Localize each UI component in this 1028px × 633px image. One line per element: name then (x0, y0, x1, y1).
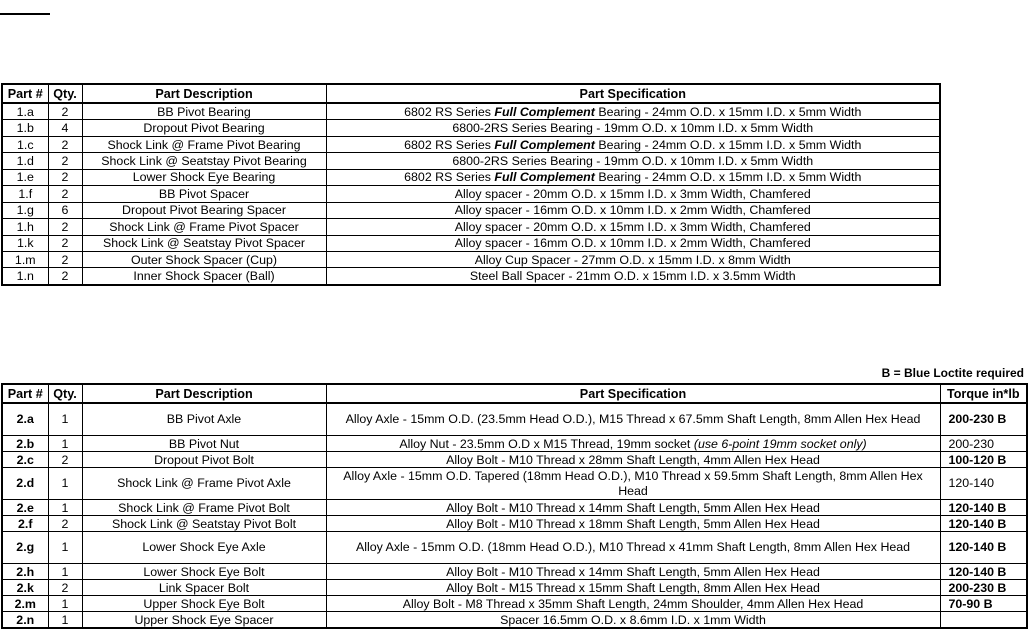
table-row (2, 580, 1027, 596)
part-number-cell: 1.c (2, 136, 48, 152)
description-cell: Dropout Pivot Bearing Spacer (82, 202, 326, 218)
description-cell: Upper Shock Eye Bolt (82, 596, 326, 612)
table-row (2, 202, 940, 218)
description-cell: Shock Link @ Seatstay Pivot Bearing (82, 153, 326, 169)
spec-text: Bearing - 24mm O.D. x 15mm I.D. x 5mm Width (594, 137, 862, 152)
part-number-cell: 1.b (2, 120, 48, 136)
qty-cell: 2 (48, 268, 82, 285)
specification-cell: Alloy spacer - 20mm O.D. x 15mm I.D. x 3mm Width, Chamfered (326, 186, 940, 202)
table-row (2, 103, 940, 120)
bearings-table (1, 83, 941, 286)
specification-cell: Alloy Bolt - M10 Thread x 14mm Shaft Length, 5mm Allen Hex Head (326, 564, 940, 580)
table-row (2, 219, 940, 235)
specification-cell: Alloy spacer - 16mm O.D. x 10mm I.D. x 2mm Width, Chamfered (326, 202, 940, 218)
specification-cell: Spacer 16.5mm O.D. x 8.6mm I.D. x 1mm Width (326, 612, 940, 629)
table-row (2, 235, 940, 251)
description-cell: BB Pivot Spacer (82, 186, 326, 202)
description-cell: Shock Link @ Frame Pivot Axle (82, 468, 326, 500)
spec-text: 6802 RS Series (404, 104, 495, 119)
col-qty: Qty. (48, 384, 82, 403)
spec-text: 6802 RS Series (404, 137, 495, 152)
table-row (2, 268, 940, 285)
table-row (2, 612, 1027, 629)
description-cell: Lower Shock Eye Bolt (82, 564, 326, 580)
table-row (2, 186, 940, 202)
spec-text: Alloy Nut - 23.5mm O.D x M15 Thread, 19mm socket (399, 436, 694, 451)
part-number-cell: 1.k (2, 235, 48, 251)
specification-cell (326, 436, 940, 452)
spec-text: Bearing - 24mm O.D. x 15mm I.D. x 5mm Width (594, 104, 862, 119)
table-row (2, 136, 940, 152)
specification-cell: Steel Ball Spacer - 21mm O.D. x 15mm I.D. x 3.5mm Width (326, 268, 940, 285)
qty-cell: 2 (48, 235, 82, 251)
description-cell: BB Pivot Bearing (82, 103, 326, 120)
specification-cell: Alloy Axle - 15mm O.D. (23.5mm Head O.D.), M15 Thread x 67.5mm Shaft Length, 8mm Allen Hex Head (326, 403, 940, 436)
spec-text: 6802 RS Series (404, 170, 495, 185)
loctite-note: B = Blue Loctite required (881, 366, 1024, 380)
part-number-cell: 2.b (2, 436, 48, 452)
part-number-cell: 2.c (2, 452, 48, 468)
specification-cell (326, 103, 940, 120)
qty-cell: 1 (48, 500, 82, 516)
table-row (2, 452, 1027, 468)
specification-cell: Alloy Cup Spacer - 27mm O.D. x 15mm I.D. x 8mm Width (326, 251, 940, 267)
part-number-cell: 2.e (2, 500, 48, 516)
specification-cell: Alloy spacer - 16mm O.D. x 10mm I.D. x 2mm Width, Chamfered (326, 235, 940, 251)
table-row (2, 596, 1027, 612)
specification-cell: Alloy spacer - 20mm O.D. x 15mm I.D. x 3mm Width, Chamfered (326, 219, 940, 235)
header-rule (0, 13, 50, 15)
torque-cell: 120-140 B (940, 532, 1027, 564)
description-cell: BB Pivot Axle (82, 403, 326, 436)
part-number-cell: 2.n (2, 612, 48, 629)
part-number-cell: 1.h (2, 219, 48, 235)
table-row (2, 436, 1027, 452)
qty-cell: 2 (48, 516, 82, 532)
qty-cell: 1 (48, 612, 82, 629)
part-number-cell: 1.n (2, 268, 48, 285)
col-part-description: Part Description (82, 384, 326, 403)
torque-cell: 120-140 B (940, 564, 1027, 580)
qty-cell: 2 (48, 103, 82, 120)
qty-cell: 1 (48, 436, 82, 452)
qty-cell: 1 (48, 596, 82, 612)
qty-cell: 2 (48, 169, 82, 185)
col-part-number: Part # (2, 84, 48, 103)
part-number-cell: 1.g (2, 202, 48, 218)
table2-header-row (2, 384, 1027, 403)
specification-cell: Alloy Axle - 15mm O.D. (18mm Head O.D.), M10 Thread x 41mm Shaft Length, 8mm Allen Hex Head (326, 532, 940, 564)
part-number-cell: 2.d (2, 468, 48, 500)
col-qty: Qty. (48, 84, 82, 103)
description-cell: Shock Link @ Frame Pivot Spacer (82, 219, 326, 235)
description-cell: Shock Link @ Frame Pivot Bearing (82, 136, 326, 152)
qty-cell: 1 (48, 403, 82, 436)
torque-cell: 100-120 B (940, 452, 1027, 468)
qty-cell: 6 (48, 202, 82, 218)
description-cell: Outer Shock Spacer (Cup) (82, 251, 326, 267)
description-cell: Lower Shock Eye Axle (82, 532, 326, 564)
col-part-specification: Part Specification (326, 384, 940, 403)
col-part-description: Part Description (82, 84, 326, 103)
specification-cell: Alloy Bolt - M10 Thread x 18mm Shaft Length, 5mm Allen Hex Head (326, 516, 940, 532)
torque-cell: 120-140 (940, 468, 1027, 500)
specification-cell: Alloy Bolt - M10 Thread x 28mm Shaft Length, 4mm Allen Hex Head (326, 452, 940, 468)
qty-cell: 2 (48, 219, 82, 235)
description-cell: BB Pivot Nut (82, 436, 326, 452)
table-row (2, 251, 940, 267)
col-part-specification: Part Specification (326, 84, 940, 103)
qty-cell: 2 (48, 452, 82, 468)
col-torque: Torque in*lb (940, 384, 1027, 403)
spec-emphasis: Full Complement (494, 170, 595, 185)
part-number-cell: 2.f (2, 516, 48, 532)
spec-emphasis: Full Complement (494, 137, 595, 152)
description-cell: Inner Shock Spacer (Ball) (82, 268, 326, 285)
hardware-table (1, 383, 1028, 629)
specification-cell (326, 136, 940, 152)
spec-italic-note: (use 6-point 19mm socket only) (693, 436, 867, 451)
table-row (2, 153, 940, 169)
part-number-cell: 1.f (2, 186, 48, 202)
qty-cell: 2 (48, 136, 82, 152)
description-cell: Dropout Pivot Bolt (82, 452, 326, 468)
description-cell: Dropout Pivot Bearing (82, 120, 326, 136)
torque-cell: 70-90 B (940, 596, 1027, 612)
table-row (2, 169, 940, 185)
part-number-cell: 1.a (2, 103, 48, 120)
specification-cell (326, 169, 940, 185)
table-row (2, 500, 1027, 516)
qty-cell: 2 (48, 153, 82, 169)
specification-cell: Alloy Bolt - M10 Thread x 14mm Shaft Length, 5mm Allen Hex Head (326, 500, 940, 516)
qty-cell: 1 (48, 564, 82, 580)
table-row (2, 564, 1027, 580)
part-number-cell: 1.d (2, 153, 48, 169)
specification-cell: 6800-2RS Series Bearing - 19mm O.D. x 10mm I.D. x 5mm Width (326, 153, 940, 169)
qty-cell: 1 (48, 532, 82, 564)
description-cell: Lower Shock Eye Bearing (82, 169, 326, 185)
table1-header-row (2, 84, 940, 103)
table-row (2, 516, 1027, 532)
table-row (2, 532, 1027, 564)
part-number-cell: 2.a (2, 403, 48, 436)
torque-cell: 200-230 B (940, 580, 1027, 596)
description-cell: Shock Link @ Seatstay Pivot Bolt (82, 516, 326, 532)
torque-cell: 120-140 B (940, 500, 1027, 516)
specification-cell: Alloy Bolt - M8 Thread x 35mm Shaft Length, 24mm Shoulder, 4mm Allen Hex Head (326, 596, 940, 612)
part-number-cell: 1.m (2, 251, 48, 267)
part-number-cell: 2.k (2, 580, 48, 596)
spec-text: Bearing - 24mm O.D. x 15mm I.D. x 5mm Width (594, 170, 862, 185)
specification-cell: Alloy Axle - 15mm O.D. Tapered (18mm Head O.D.), M10 Thread x 59.5mm Shaft Length, 8mm Allen Hex Head (326, 468, 940, 500)
table-row (2, 120, 940, 136)
part-number-cell: 2.m (2, 596, 48, 612)
torque-cell: 200-230 B (940, 403, 1027, 436)
part-number-cell: 2.g (2, 532, 48, 564)
qty-cell: 4 (48, 120, 82, 136)
torque-cell: 200-230 (940, 436, 1027, 452)
torque-cell: 120-140 B (940, 516, 1027, 532)
description-cell: Shock Link @ Frame Pivot Bolt (82, 500, 326, 516)
spec-emphasis: Full Complement (494, 104, 595, 119)
col-part-number: Part # (2, 384, 48, 403)
qty-cell: 1 (48, 468, 82, 500)
specification-cell: 6800-2RS Series Bearing - 19mm O.D. x 10mm I.D. x 5mm Width (326, 120, 940, 136)
qty-cell: 2 (48, 580, 82, 596)
table-row (2, 403, 1027, 436)
part-number-cell: 1.e (2, 169, 48, 185)
table-row (2, 468, 1027, 500)
torque-cell (940, 612, 1027, 629)
description-cell: Upper Shock Eye Spacer (82, 612, 326, 629)
qty-cell: 2 (48, 186, 82, 202)
part-number-cell: 2.h (2, 564, 48, 580)
qty-cell: 2 (48, 251, 82, 267)
description-cell: Link Spacer Bolt (82, 580, 326, 596)
specification-cell: Alloy Bolt - M15 Thread x 15mm Shaft Length, 8mm Allen Hex Head (326, 580, 940, 596)
description-cell: Shock Link @ Seatstay Pivot Spacer (82, 235, 326, 251)
